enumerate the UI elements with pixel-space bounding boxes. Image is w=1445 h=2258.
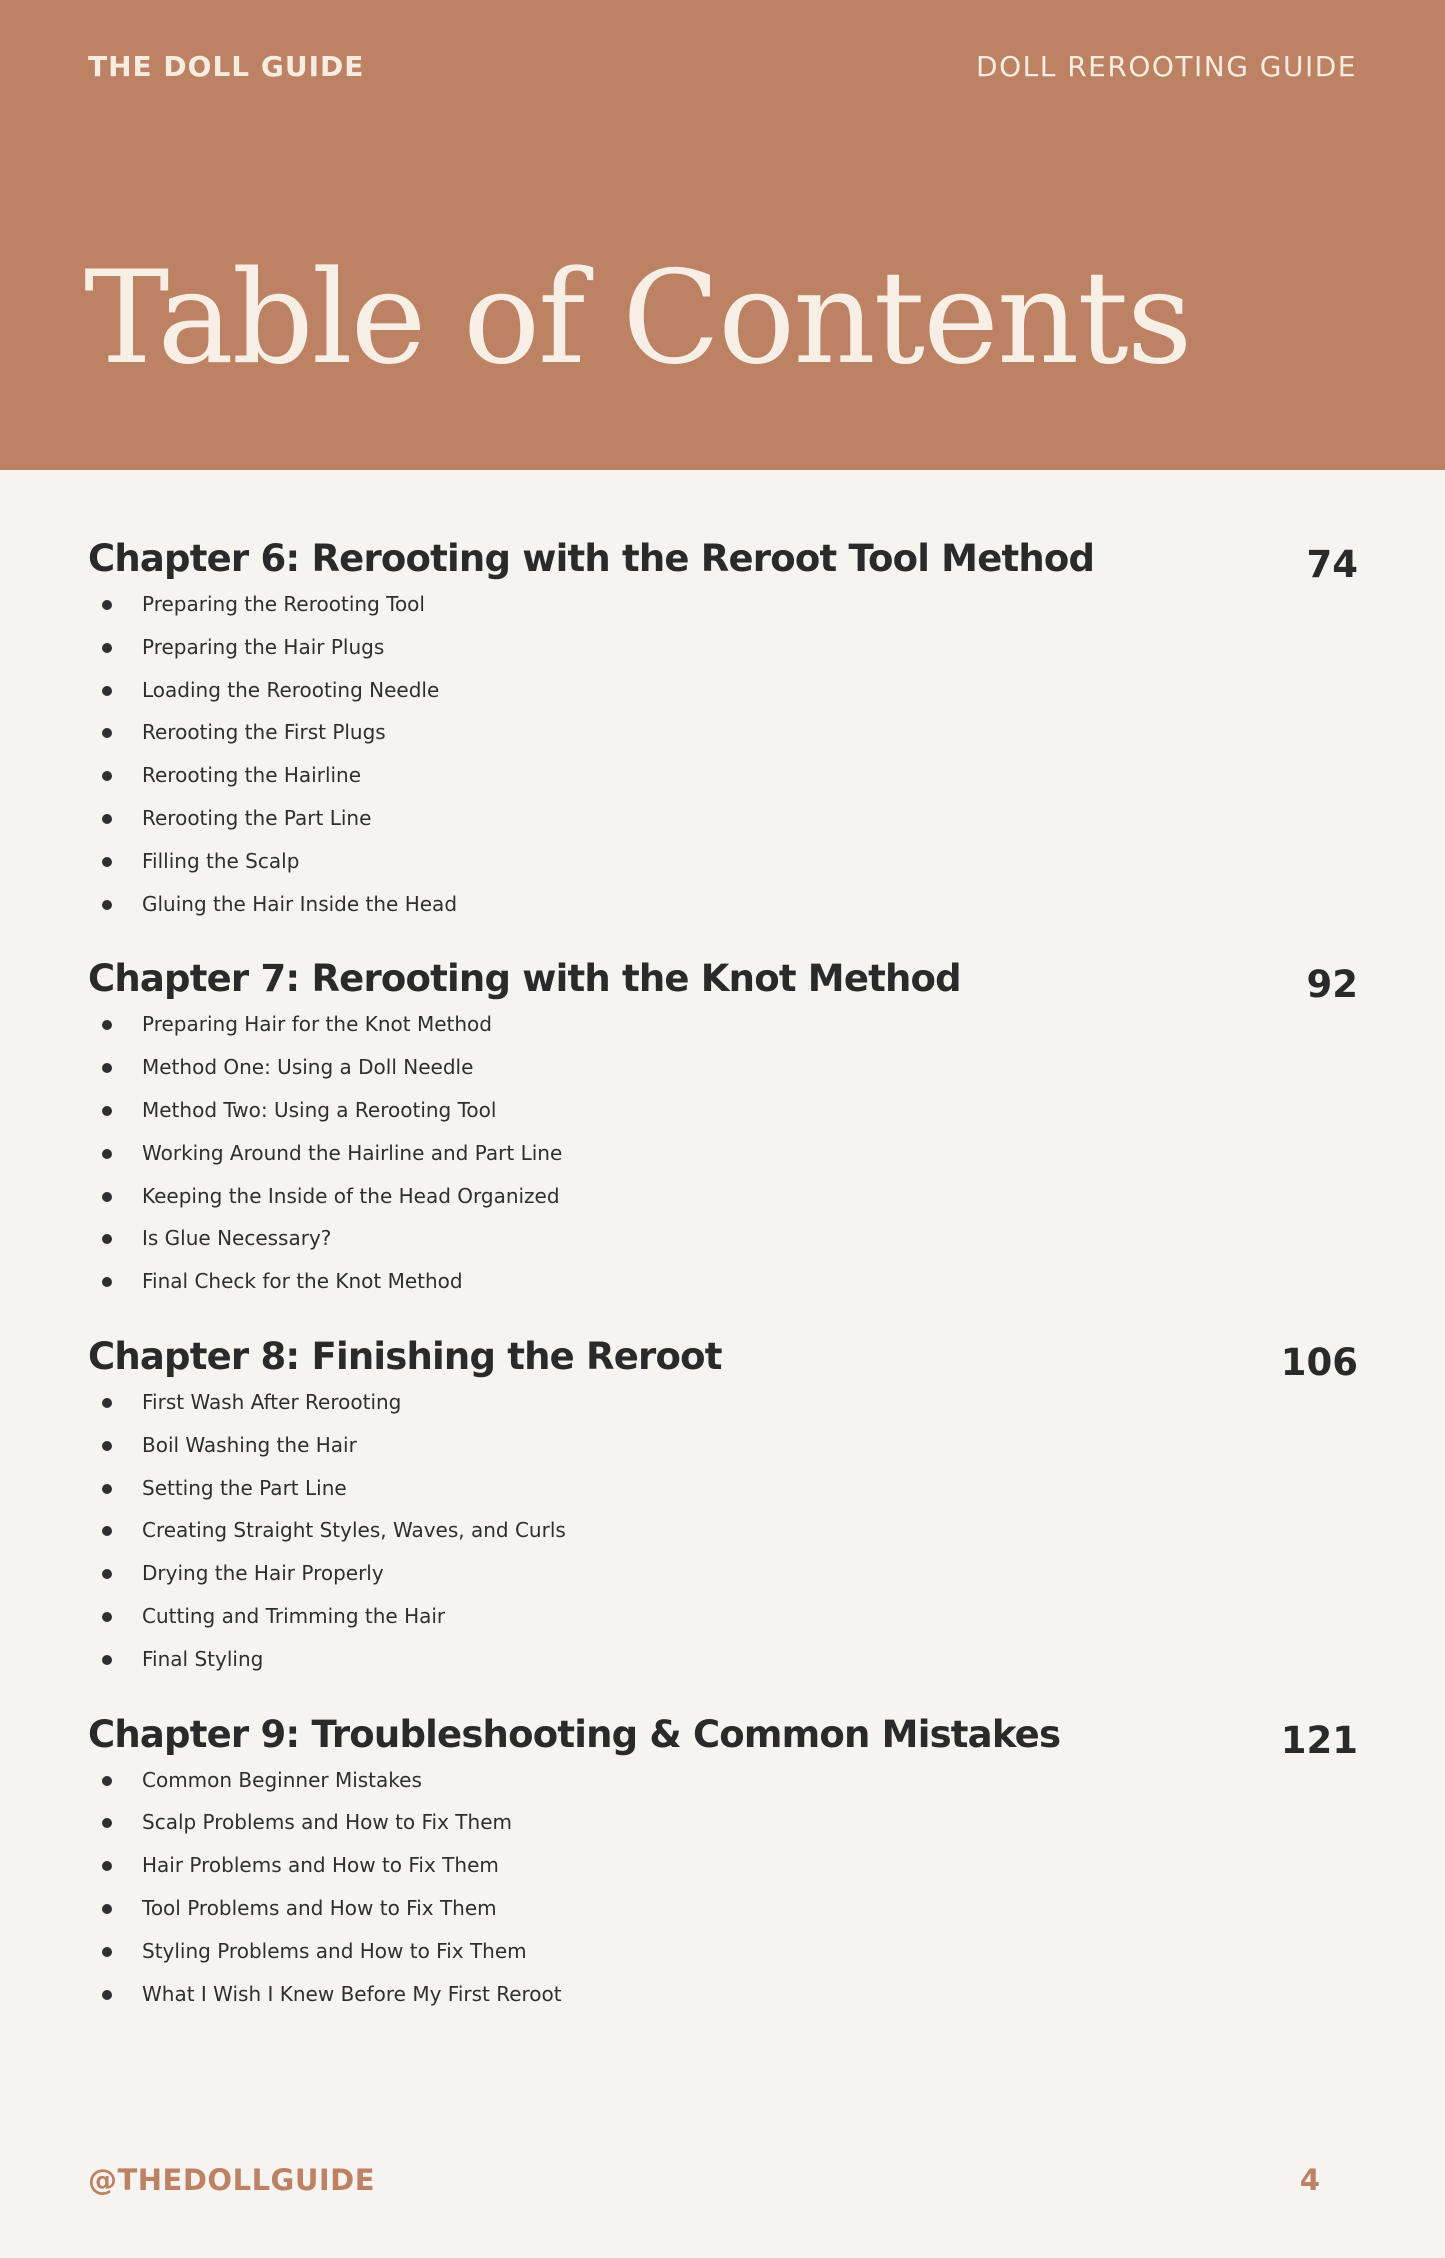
topic-label: Setting the Part Line xyxy=(142,1475,347,1500)
bullet-icon xyxy=(102,1526,112,1536)
bullet-icon xyxy=(102,1277,112,1287)
topic-label: Creating Straight Styles, Waves, and Curls xyxy=(142,1518,566,1543)
topic-list-item xyxy=(88,1424,1358,1467)
topic-label: Rerooting the First Plugs xyxy=(142,720,386,745)
chapter-heading-row xyxy=(88,1333,1358,1384)
topic-list-item xyxy=(88,626,1358,669)
topic-label: Final Styling xyxy=(142,1646,264,1671)
chapter-heading-row xyxy=(88,535,1358,586)
topic-list-item xyxy=(88,1132,1358,1175)
chapter-section xyxy=(88,535,1358,925)
topic-label: Method One: Using a Doll Needle xyxy=(142,1055,474,1080)
chapter-section xyxy=(88,1333,1358,1681)
bullet-icon xyxy=(102,1149,112,1159)
topic-label: Gluing the Hair Inside the Head xyxy=(142,891,458,916)
bullet-icon xyxy=(102,1861,112,1871)
topic-label: Preparing Hair for the Knot Method xyxy=(142,1012,492,1037)
topic-list-item xyxy=(88,1552,1358,1595)
bullet-icon xyxy=(102,1904,112,1914)
topic-list-item xyxy=(88,583,1358,626)
topic-list-item xyxy=(88,1638,1358,1681)
bullet-icon xyxy=(102,1234,112,1244)
topic-label: What I Wish I Knew Before My First Reroot xyxy=(142,1981,562,2006)
topic-label: First Wash After Rerooting xyxy=(142,1389,402,1414)
topic-label: Loading the Rerooting Needle xyxy=(142,677,440,702)
bullet-icon xyxy=(102,1569,112,1579)
topic-label: Working Around the Hairline and Part Line xyxy=(142,1140,563,1165)
topic-list-item xyxy=(88,1467,1358,1510)
bullet-icon xyxy=(102,1106,112,1116)
topic-list-item xyxy=(88,1509,1358,1552)
topic-list-item xyxy=(88,1381,1358,1424)
footer-handle: @THEDOLLGUIDE xyxy=(88,2163,376,2197)
chapter-title: Chapter 7: Rerooting with the Knot Method xyxy=(88,957,961,1001)
topic-list-item xyxy=(88,1844,1358,1887)
topic-list-item xyxy=(88,1046,1358,1089)
topic-label: Drying the Hair Properly xyxy=(142,1561,384,1586)
topic-label: Tool Problems and How to Fix Them xyxy=(142,1895,497,1920)
bullet-icon xyxy=(102,686,112,696)
topic-list-item xyxy=(88,883,1358,926)
topic-label: Filling the Scalp xyxy=(142,848,300,873)
bullet-icon xyxy=(102,771,112,781)
topic-list-item xyxy=(88,1175,1358,1218)
chapter-heading-row xyxy=(88,955,1358,1007)
bullet-icon xyxy=(102,1441,112,1451)
bullet-icon xyxy=(102,1063,112,1073)
header-banner xyxy=(0,0,1445,470)
chapter-topic-list xyxy=(88,1381,1358,1681)
chapter-topic-list xyxy=(88,583,1358,925)
guide-name: DOLL REROOTING GUIDE xyxy=(976,50,1357,83)
table-of-contents xyxy=(88,535,1358,2045)
bullet-icon xyxy=(102,643,112,653)
bullet-icon xyxy=(102,1612,112,1622)
topic-label: Preparing the Rerooting Tool xyxy=(142,592,425,616)
bullet-icon xyxy=(102,1192,112,1202)
bullet-icon xyxy=(102,1020,112,1030)
topic-list-item xyxy=(88,1003,1358,1046)
chapter-page-number: 92 xyxy=(1306,963,1358,1007)
topic-label: Styling Problems and How to Fix Them xyxy=(142,1938,527,1963)
bullet-icon xyxy=(102,1655,112,1665)
topic-list-item xyxy=(88,1217,1358,1260)
topic-label: Scalp Problems and How to Fix Them xyxy=(142,1810,512,1835)
topic-label: Is Glue Necessary? xyxy=(142,1226,332,1251)
topic-list-item xyxy=(88,840,1358,883)
bullet-icon xyxy=(102,728,112,738)
bullet-icon xyxy=(102,1484,112,1494)
bullet-icon xyxy=(102,900,112,910)
footer-page-number: 4 xyxy=(1299,2163,1320,2197)
chapter-topic-list xyxy=(88,1759,1358,2016)
topic-label: Common Beginner Mistakes xyxy=(142,1767,422,1792)
topic-list-item xyxy=(88,1759,1358,1802)
topic-label: Rerooting the Part Line xyxy=(142,805,372,830)
topic-label: Preparing the Hair Plugs xyxy=(142,634,385,659)
chapter-section xyxy=(88,955,1358,1303)
bullet-icon xyxy=(102,600,112,610)
topic-list-item xyxy=(88,1260,1358,1303)
topic-label: Boil Washing the Hair xyxy=(142,1432,357,1457)
bullet-icon xyxy=(102,1990,112,2000)
topic-list-item xyxy=(88,754,1358,797)
chapter-page-number: 74 xyxy=(1306,543,1358,586)
chapter-section xyxy=(88,1711,1358,2016)
page-title: Table of Contents xyxy=(84,244,1191,393)
topic-list-item xyxy=(88,711,1358,754)
topic-label: Rerooting the Hairline xyxy=(142,763,362,788)
topic-label: Cutting and Trimming the Hair xyxy=(142,1603,446,1628)
chapter-title: Chapter 6: Rerooting with the Reroot Tool Method xyxy=(88,537,1095,580)
topic-list-item xyxy=(88,669,1358,712)
chapter-page-number: 121 xyxy=(1280,1718,1358,1762)
topic-label: Hair Problems and How to Fix Them xyxy=(142,1853,499,1878)
bullet-icon xyxy=(102,1818,112,1828)
bullet-icon xyxy=(102,1398,112,1408)
bullet-icon xyxy=(102,857,112,867)
topic-list-item xyxy=(88,1089,1358,1132)
topic-list-item xyxy=(88,797,1358,840)
chapter-title: Chapter 8: Finishing the Reroot xyxy=(88,1334,722,1378)
topic-label: Final Check for the Knot Method xyxy=(142,1269,463,1294)
topic-list-item xyxy=(88,1973,1358,2016)
topic-label: Method Two: Using a Rerooting Tool xyxy=(142,1097,497,1122)
topic-label: Keeping the Inside of the Head Organized xyxy=(142,1183,560,1208)
brand-label: THE DOLL GUIDE xyxy=(88,50,365,83)
topic-list-item xyxy=(88,1595,1358,1638)
bullet-icon xyxy=(102,1776,112,1786)
chapter-heading-row xyxy=(88,1711,1358,1762)
bullet-icon xyxy=(102,814,112,824)
topic-list-item xyxy=(88,1930,1358,1973)
chapter-title: Chapter 9: Troubleshooting & Common Mistakes xyxy=(88,1712,1061,1756)
bullet-icon xyxy=(102,1947,112,1957)
topic-list-item xyxy=(88,1801,1358,1844)
topic-list-item xyxy=(88,1887,1358,1930)
chapter-page-number: 106 xyxy=(1280,1340,1358,1384)
chapter-topic-list xyxy=(88,1003,1358,1303)
